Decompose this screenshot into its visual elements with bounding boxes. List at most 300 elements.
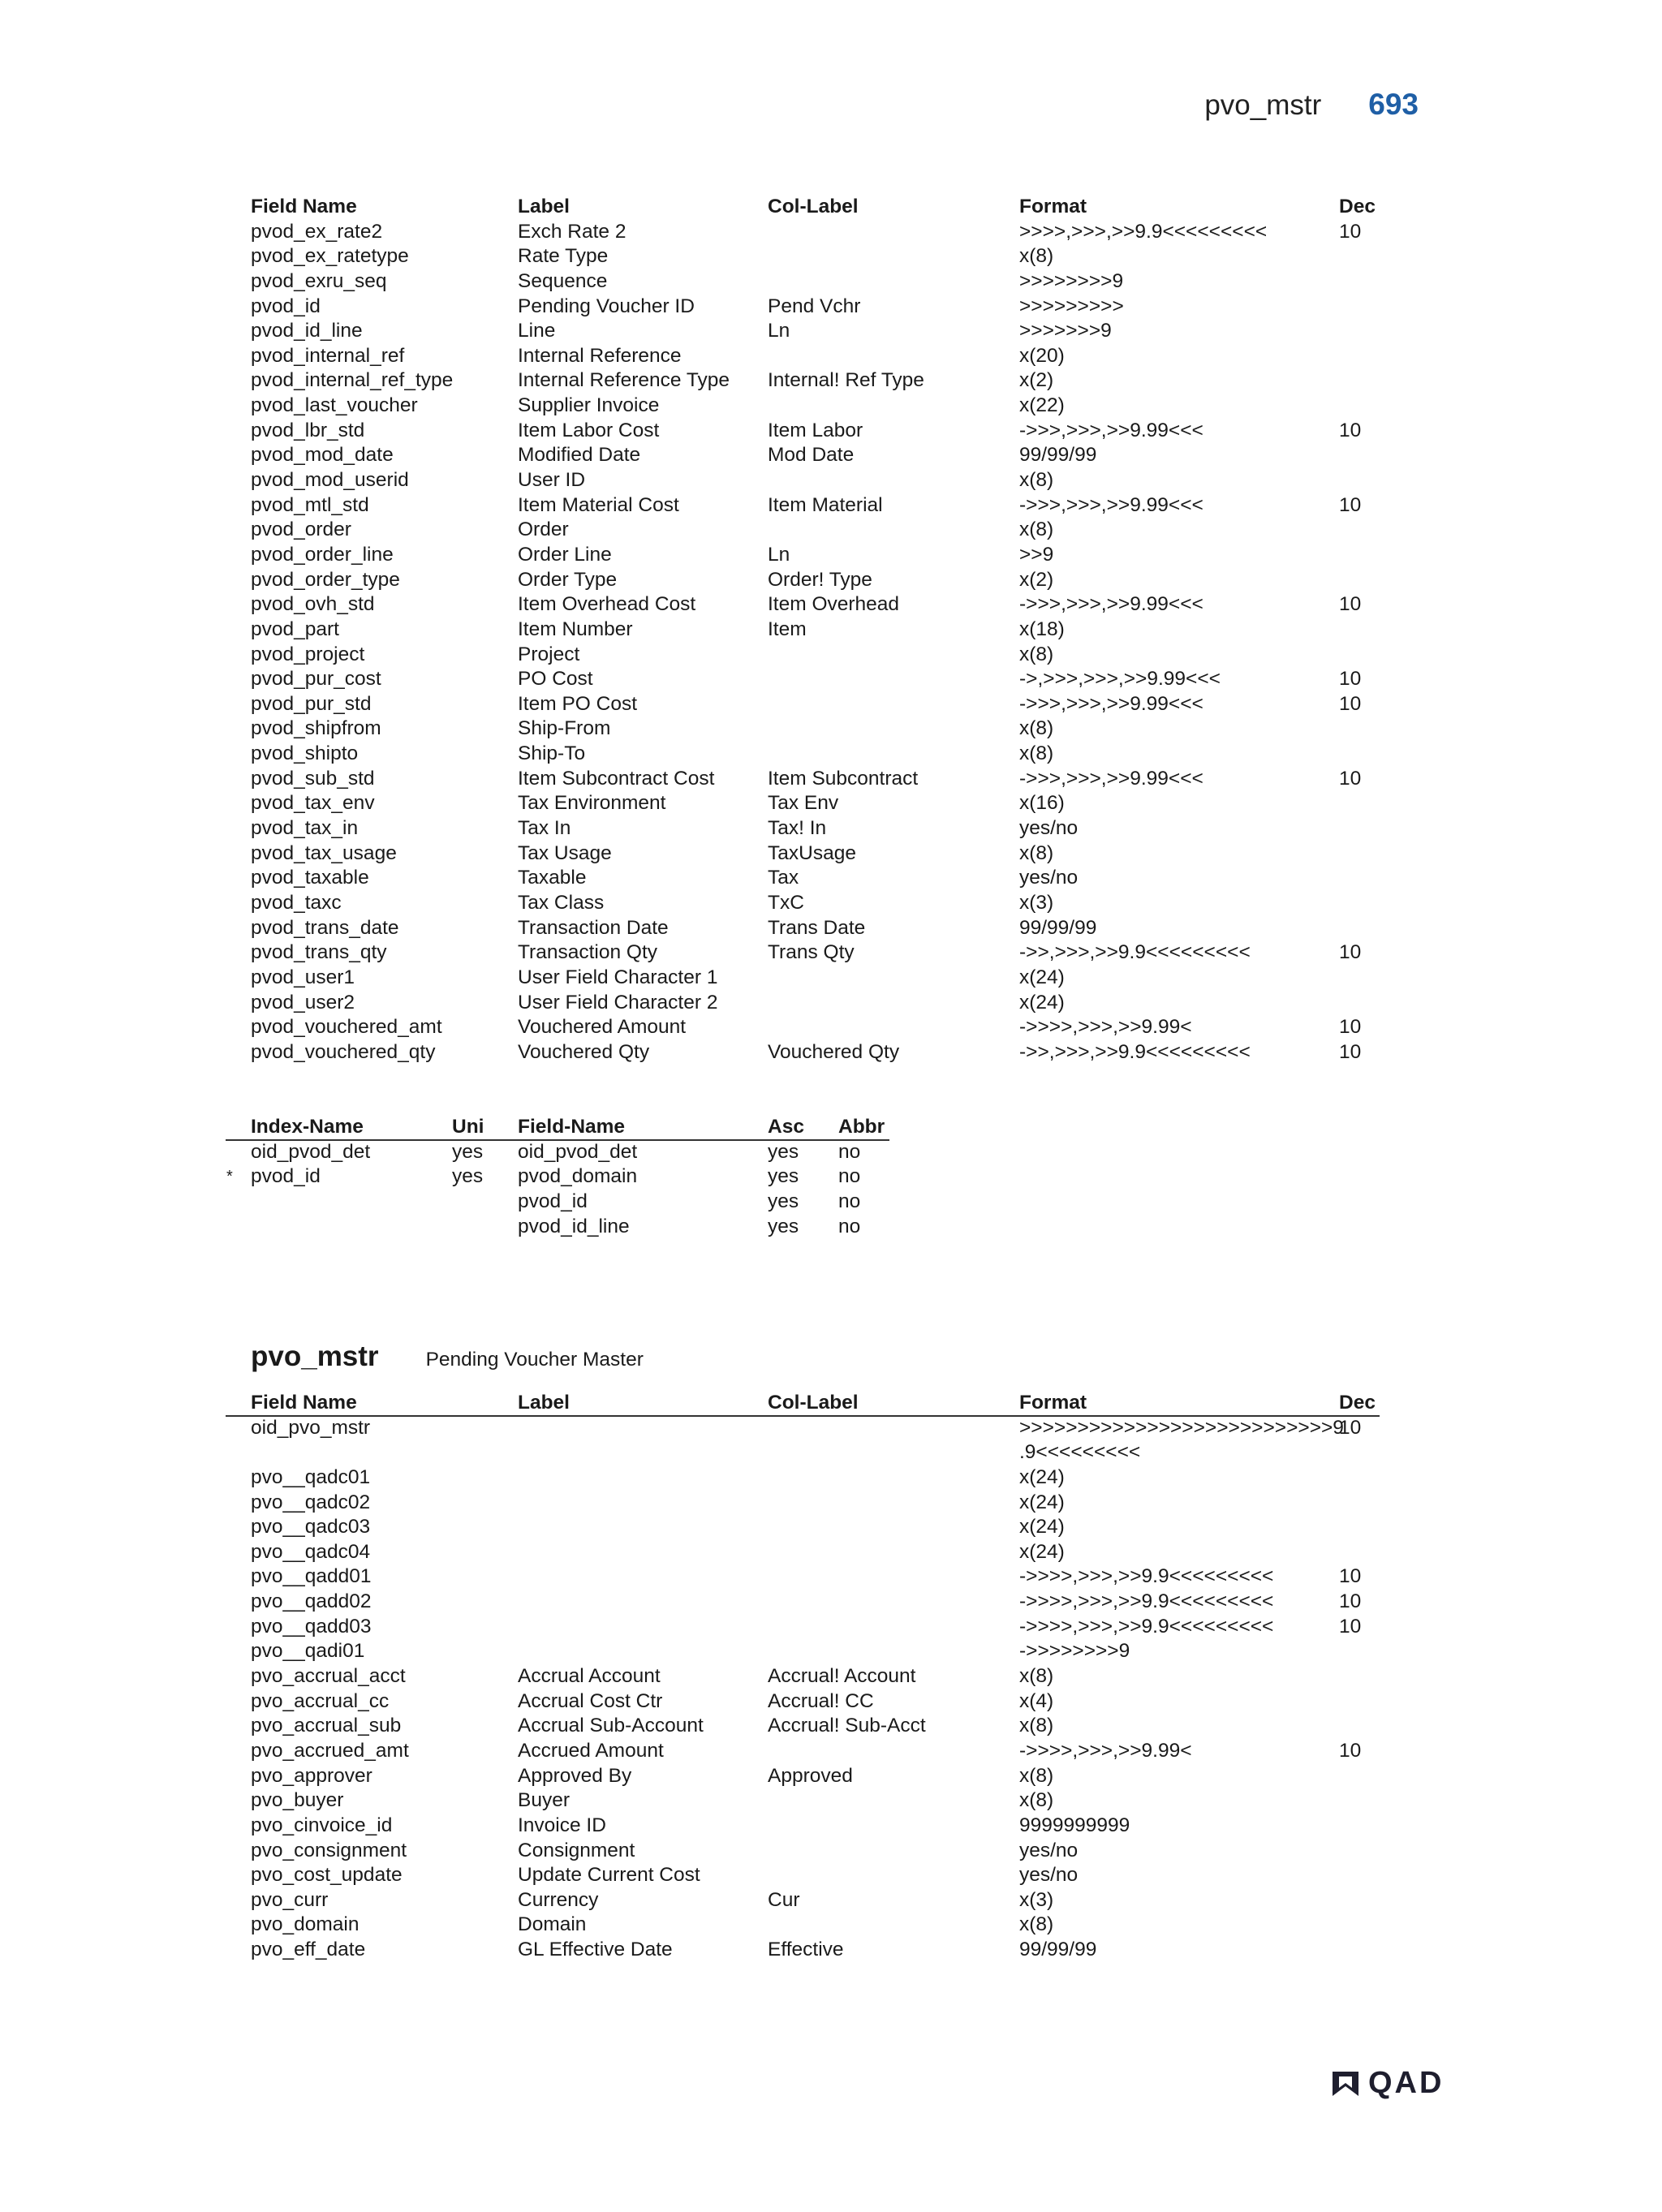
qad-logo-icon xyxy=(1329,2068,1362,2099)
header-col-label: Col-Label xyxy=(768,1392,859,1414)
index-name-cell: oid_pvod_det xyxy=(251,1140,371,1163)
abbr-cell: no xyxy=(838,1165,861,1188)
label-cell: Ship-From xyxy=(518,717,611,740)
field-name-cell: pvod_internal_ref xyxy=(251,344,405,367)
format-cell: ->>,>>>,>>9.9<<<<<<<<< xyxy=(1019,1040,1251,1063)
format-cell: ->>>>,>>>,>>9.99< xyxy=(1019,1739,1192,1762)
running-title: pvo_mstr xyxy=(1204,89,1322,121)
label-cell: Modified Date xyxy=(518,444,641,467)
label-cell: Vouchered Amount xyxy=(518,1016,687,1039)
header-field-name: Field Name xyxy=(251,196,357,217)
field-name-cell: pvo_consignment xyxy=(251,1839,407,1861)
label-cell: Tax Environment xyxy=(518,792,666,815)
format-cell: ->>>>,>>>,>>9.9<<<<<<<<< xyxy=(1019,1590,1274,1613)
format-cell: x(8) xyxy=(1019,1715,1054,1737)
col-label-cell: Vouchered Qty xyxy=(768,1040,900,1063)
format-cell: x(24) xyxy=(1019,1465,1065,1488)
format-cell: yes/no xyxy=(1019,817,1079,840)
field-name-cell: pvo__qadc04 xyxy=(251,1540,371,1563)
label-cell: Consignment xyxy=(518,1839,635,1861)
dec-cell: 10 xyxy=(1339,1590,1362,1613)
label-cell: Order Type xyxy=(518,568,618,591)
table-row xyxy=(0,916,1662,941)
label-cell: User Field Character 2 xyxy=(518,991,718,1013)
format-cell: x(24) xyxy=(1019,1491,1065,1513)
format-cell: ->>>,>>>,>>9.99<<< xyxy=(1019,593,1203,616)
table-row xyxy=(0,1913,1662,1938)
page-number: 693 xyxy=(1368,88,1419,121)
label-cell: Approved By xyxy=(518,1764,632,1787)
col-label-cell: Tax! In xyxy=(768,817,827,840)
format-cell: x(8) xyxy=(1019,519,1054,541)
format-cell: x(2) xyxy=(1019,369,1054,392)
table-row xyxy=(0,1714,1662,1739)
table-row xyxy=(0,1540,1662,1565)
header-label: Label xyxy=(518,196,570,217)
asc-cell: yes xyxy=(768,1165,799,1188)
label-cell: Transaction Qty xyxy=(518,941,658,964)
label-cell: Tax Usage xyxy=(518,841,612,864)
format-cell: ->,>>>,>>>,>>9.99<<< xyxy=(1019,668,1221,691)
col-label-cell: Item Overhead xyxy=(768,593,900,616)
index-row xyxy=(0,1140,1662,1165)
format-cell: ->>>,>>>,>>9.99<<< xyxy=(1019,419,1203,441)
format-cell: ->>>,>>>,>>9.99<<< xyxy=(1019,493,1203,516)
field-name-cell: pvod_id_line xyxy=(518,1215,630,1237)
format-cell: ->>>>,>>>,>>9.9<<<<<<<<< xyxy=(1019,1565,1274,1588)
header-field-name: Field Name xyxy=(251,1392,357,1414)
field-name-cell: pvo__qadd01 xyxy=(251,1565,372,1588)
label-cell: Internal Reference Type xyxy=(518,369,730,392)
format-cell: >>>>>>>>>>>>>>>>>>>>>>>>>>>9 xyxy=(1019,1416,1344,1439)
field-name-cell: pvod_pur_std xyxy=(251,692,372,715)
format-cell: x(20) xyxy=(1019,344,1065,367)
label-cell: Exch Rate 2 xyxy=(518,220,626,243)
label-cell: Tax In xyxy=(518,817,571,840)
col-label-cell: Tax xyxy=(768,867,799,889)
col-label-cell: Cur xyxy=(768,1888,800,1911)
table-row xyxy=(0,841,1662,867)
dec-cell: 10 xyxy=(1339,419,1362,441)
label-cell: Accrued Amount xyxy=(518,1739,664,1762)
table-row xyxy=(0,1839,1662,1864)
header-asc: Asc xyxy=(768,1116,804,1138)
label-cell: Ship-To xyxy=(518,742,586,765)
format-cell: yes/no xyxy=(1019,1839,1079,1861)
table-row xyxy=(0,891,1662,916)
format-cell: ->>>>,>>>,>>9.99< xyxy=(1019,1016,1192,1039)
field-name-cell: pvod_domain xyxy=(518,1165,638,1188)
table-row xyxy=(0,618,1662,643)
label-cell: Item Number xyxy=(518,618,633,640)
label-cell: Domain xyxy=(518,1913,587,1936)
header-label: Label xyxy=(518,1392,570,1414)
label-cell: Supplier Invoice xyxy=(518,394,660,417)
field-name-cell: pvo_domain xyxy=(251,1913,360,1936)
header-index-name: Index-Name xyxy=(251,1116,364,1138)
dec-cell: 10 xyxy=(1339,1565,1362,1588)
field-name-cell: pvod_part xyxy=(251,618,339,640)
format-cell: x(8) xyxy=(1019,1764,1054,1787)
table-row xyxy=(0,394,1662,419)
table-row xyxy=(0,742,1662,767)
field-name-cell: pvod_trans_date xyxy=(251,916,399,939)
format-cell: x(24) xyxy=(1019,966,1065,988)
label-cell: Accrual Sub-Account xyxy=(518,1715,704,1737)
field-name-cell: pvo_accrual_sub xyxy=(251,1715,402,1737)
label-cell: Item PO Cost xyxy=(518,692,638,715)
format-cell: x(16) xyxy=(1019,792,1065,815)
table-row xyxy=(0,643,1662,668)
field-name-cell: pvo__qadd02 xyxy=(251,1590,372,1613)
table-row xyxy=(0,866,1662,891)
format-cell: ->>>,>>>,>>9.99<<< xyxy=(1019,692,1203,715)
dec-cell: 10 xyxy=(1339,941,1362,964)
header-field-name: Field-Name xyxy=(518,1116,626,1138)
table-row xyxy=(0,1416,1662,1441)
dec-cell: 10 xyxy=(1339,1016,1362,1039)
field-name-cell: pvod_id xyxy=(251,295,321,317)
field-name-cell: pvod_ex_ratetype xyxy=(251,245,409,268)
format-cell: x(8) xyxy=(1019,742,1054,765)
table-row xyxy=(0,543,1662,568)
col-label-cell: Item Labor xyxy=(768,419,863,441)
format-cell: x(3) xyxy=(1019,1888,1054,1911)
table-row xyxy=(0,1788,1662,1814)
header-abbr: Abbr xyxy=(838,1116,885,1138)
format-cell: ->>,>>>,>>9.9<<<<<<<<< xyxy=(1019,941,1251,964)
dec-cell: 10 xyxy=(1339,668,1362,691)
table-row xyxy=(0,368,1662,394)
format-cell: x(24) xyxy=(1019,1540,1065,1563)
table-row xyxy=(0,991,1662,1016)
table-row xyxy=(0,1639,1662,1664)
format-cell: yes/no xyxy=(1019,867,1079,889)
format-cell: x(8) xyxy=(1019,245,1054,268)
label-cell: Order Line xyxy=(518,543,612,566)
col-label-cell: Trans Date xyxy=(768,916,866,939)
label-cell: Line xyxy=(518,320,556,342)
dec-cell: 10 xyxy=(1339,1739,1362,1762)
format-cell: yes/no xyxy=(1019,1864,1079,1887)
col-label-cell: Tax Env xyxy=(768,792,839,815)
format-cell: ->>>>>>>>9 xyxy=(1019,1640,1130,1663)
label-cell: Order xyxy=(518,519,569,541)
format-cell: x(8) xyxy=(1019,841,1054,864)
field-name-cell: pvod_order_line xyxy=(251,543,394,566)
field-name-cell: pvod_internal_ref_type xyxy=(251,369,454,392)
field-name-cell: pvo__qadc02 xyxy=(251,1491,371,1513)
col-label-cell: Item Material xyxy=(768,493,883,516)
field-name-cell: pvod_user1 xyxy=(251,966,355,988)
format-cell: 9999999999 xyxy=(1019,1814,1130,1836)
label-cell: Sequence xyxy=(518,269,608,292)
field-name-cell: pvod_shipfrom xyxy=(251,717,381,740)
asc-cell: yes xyxy=(768,1215,799,1237)
table-row xyxy=(0,295,1662,320)
pvod-fields-table xyxy=(0,195,1662,1065)
table-header-row xyxy=(0,1391,1662,1416)
field-name-cell: pvod_ex_rate2 xyxy=(251,220,383,243)
col-label-cell: Mod Date xyxy=(768,444,855,467)
table-row xyxy=(0,767,1662,792)
table-body xyxy=(0,220,1662,1065)
format-cell: x(8) xyxy=(1019,469,1054,492)
field-name-cell: pvod_tax_in xyxy=(251,817,359,840)
col-label-cell: Accrual! Account xyxy=(768,1665,916,1688)
field-name-cell: pvo_accrual_cc xyxy=(251,1689,390,1712)
table-row xyxy=(0,1615,1662,1640)
abbr-cell: no xyxy=(838,1215,861,1237)
table-row xyxy=(0,1689,1662,1715)
col-label-cell: Accrual! Sub-Acct xyxy=(768,1715,926,1737)
table-row xyxy=(0,1465,1662,1491)
field-name-cell: pvod_id_line xyxy=(251,320,363,342)
dec-cell: 10 xyxy=(1339,593,1362,616)
col-label-cell: Accrual! CC xyxy=(768,1689,874,1712)
table-row xyxy=(0,1015,1662,1040)
logo-text: QAD xyxy=(1368,2066,1445,2100)
field-name-cell: pvo_eff_date xyxy=(251,1939,366,1961)
uni-cell: yes xyxy=(452,1165,484,1188)
format-cell: x(2) xyxy=(1019,568,1054,591)
field-name-cell: pvod_taxable xyxy=(251,867,369,889)
format-cell: x(8) xyxy=(1019,717,1054,740)
field-name-cell: pvo__qadd03 xyxy=(251,1615,372,1637)
field-name-cell: pvod_exru_seq xyxy=(251,269,387,292)
format-cell: ->>>,>>>,>>9.99<<< xyxy=(1019,767,1203,790)
col-label-cell: Pend Vchr xyxy=(768,295,861,317)
index-header-row xyxy=(0,1115,893,1140)
col-label-cell: Approved xyxy=(768,1764,853,1787)
dec-cell: 10 xyxy=(1339,220,1362,243)
field-name-cell: pvo__qadc01 xyxy=(251,1465,371,1488)
asc-cell: yes xyxy=(768,1140,799,1163)
field-name-cell: pvod_sub_std xyxy=(251,767,375,790)
col-label-cell: Effective xyxy=(768,1939,844,1961)
col-label-cell: Ln xyxy=(768,320,790,342)
label-cell: Transaction Date xyxy=(518,916,669,939)
field-name-cell: pvo__qadi01 xyxy=(251,1640,365,1663)
col-label-cell: Item xyxy=(768,618,807,640)
format-cell: 99/99/99 xyxy=(1019,444,1097,467)
field-name-cell: pvo_curr xyxy=(251,1888,329,1911)
table-header-row xyxy=(0,195,1662,220)
table-row xyxy=(0,1764,1662,1789)
table-row xyxy=(0,468,1662,493)
header-col-label: Col-Label xyxy=(768,196,859,217)
header-uni: Uni xyxy=(452,1116,484,1138)
label-cell: Accrual Cost Ctr xyxy=(518,1689,663,1712)
table-row xyxy=(0,518,1662,543)
table-row xyxy=(0,1564,1662,1590)
field-name-cell: oid_pvod_det xyxy=(518,1140,638,1163)
table-row xyxy=(0,692,1662,717)
table-body xyxy=(0,1416,1662,1963)
table-row xyxy=(0,1590,1662,1615)
header-format: Format xyxy=(1019,1392,1087,1414)
label-cell: Item Subcontract Cost xyxy=(518,767,715,790)
field-name-cell: pvo_accrual_acct xyxy=(251,1665,406,1688)
col-label-cell: Internal! Ref Type xyxy=(768,369,924,392)
format-cell-continuation: .9<<<<<<<<< xyxy=(1019,1441,1141,1464)
dec-cell: 10 xyxy=(1339,1040,1362,1063)
table-row xyxy=(0,419,1662,444)
col-label-cell: Item Subcontract xyxy=(768,767,919,790)
label-cell: GL Effective Date xyxy=(518,1939,673,1961)
table-row xyxy=(0,493,1662,519)
dec-cell: 10 xyxy=(1339,692,1362,715)
format-cell: x(8) xyxy=(1019,1789,1054,1812)
field-name-cell: pvod_mtl_std xyxy=(251,493,369,516)
table-row xyxy=(0,244,1662,269)
format-cell: 99/99/99 xyxy=(1019,1939,1097,1961)
table-row xyxy=(0,269,1662,295)
format-cell: 99/99/99 xyxy=(1019,916,1097,939)
pvo-mstr-fields-table xyxy=(0,1391,1662,1963)
label-cell: Currency xyxy=(518,1888,599,1911)
dec-cell: 10 xyxy=(1339,493,1362,516)
index-row xyxy=(0,1190,1662,1215)
format-cell: x(24) xyxy=(1019,1516,1065,1539)
dec-cell: 10 xyxy=(1339,1416,1362,1439)
table-row xyxy=(0,1664,1662,1689)
table-row xyxy=(0,966,1662,991)
field-name-cell: pvo_cost_update xyxy=(251,1864,403,1887)
label-cell: User ID xyxy=(518,469,586,492)
col-label-cell: TxC xyxy=(768,891,804,914)
header-format: Format xyxy=(1019,196,1087,217)
table-row xyxy=(0,1938,1662,1963)
field-name-cell: pvo_buyer xyxy=(251,1789,344,1812)
abbr-cell: no xyxy=(838,1140,861,1163)
field-name-cell: pvod_mod_date xyxy=(251,444,394,467)
field-name-cell: pvod_order xyxy=(251,519,351,541)
asc-cell: yes xyxy=(768,1190,799,1212)
field-name-cell: pvo_cinvoice_id xyxy=(251,1814,393,1836)
table-row xyxy=(0,443,1662,468)
field-name-cell: pvod_user2 xyxy=(251,991,355,1013)
uni-cell: yes xyxy=(452,1140,484,1163)
table-title: pvo_mstr xyxy=(251,1341,379,1372)
label-cell: Internal Reference xyxy=(518,344,682,367)
table-description: Pending Voucher Master xyxy=(425,1349,644,1371)
table-row xyxy=(0,667,1662,692)
label-cell: Pending Voucher ID xyxy=(518,295,695,317)
field-name-cell: pvod_lbr_std xyxy=(251,419,365,441)
table-row xyxy=(0,1863,1662,1888)
table-row-continuation xyxy=(0,1440,1662,1465)
index-row xyxy=(0,1215,1662,1240)
pvod-index-table xyxy=(0,1115,1662,1239)
label-cell: Update Current Cost xyxy=(518,1864,700,1887)
label-cell: Tax Class xyxy=(518,891,605,914)
table-row xyxy=(0,1888,1662,1913)
table-row xyxy=(0,717,1662,742)
table-row xyxy=(0,568,1662,593)
field-name-cell: pvod_mod_userid xyxy=(251,469,409,492)
qad-logo xyxy=(1329,2066,1444,2101)
header-dec: Dec xyxy=(1339,196,1376,217)
table-row xyxy=(0,592,1662,618)
label-cell: PO Cost xyxy=(518,668,593,691)
col-label-cell: Trans Qty xyxy=(768,941,855,964)
dec-cell: 10 xyxy=(1339,1615,1362,1637)
format-cell: ->>>>,>>>,>>9.9<<<<<<<<< xyxy=(1019,1615,1274,1637)
table-row xyxy=(0,1814,1662,1839)
col-label-cell: Order! Type xyxy=(768,568,872,591)
dec-cell: 10 xyxy=(1339,767,1362,790)
format-cell: >>9 xyxy=(1019,543,1054,566)
format-cell: x(8) xyxy=(1019,1913,1054,1936)
format-cell: >>>>,>>>,>>9.9<<<<<<<<< xyxy=(1019,220,1268,243)
table-row xyxy=(0,344,1662,369)
field-name-cell: pvod_project xyxy=(251,643,365,665)
header-dec: Dec xyxy=(1339,1392,1376,1414)
format-cell: x(22) xyxy=(1019,394,1065,417)
page-header xyxy=(1204,88,1419,128)
format-cell: >>>>>>>>> xyxy=(1019,295,1124,317)
label-cell: Buyer xyxy=(518,1789,571,1812)
format-cell: >>>>>>>>9 xyxy=(1019,269,1124,292)
field-name-cell: pvo__qadc03 xyxy=(251,1516,371,1539)
field-name-cell: pvod_tax_usage xyxy=(251,841,397,864)
col-label-cell: Ln xyxy=(768,543,790,566)
table-row xyxy=(0,220,1662,245)
label-cell: Accrual Account xyxy=(518,1665,661,1688)
field-name-cell: pvod_id xyxy=(518,1190,588,1212)
field-name-cell: oid_pvo_mstr xyxy=(251,1416,371,1439)
format-cell: x(8) xyxy=(1019,643,1054,665)
table-row xyxy=(0,1491,1662,1516)
table-row xyxy=(0,816,1662,841)
label-cell: Item Overhead Cost xyxy=(518,593,696,616)
format-cell: x(18) xyxy=(1019,618,1065,640)
field-name-cell: pvo_approver xyxy=(251,1764,372,1787)
field-name-cell: pvod_trans_qty xyxy=(251,941,387,964)
index-body xyxy=(0,1140,1662,1240)
primary-index-marker: * xyxy=(226,1168,233,1186)
field-name-cell: pvod_vouchered_qty xyxy=(251,1040,436,1063)
field-name-cell: pvod_taxc xyxy=(251,891,342,914)
field-name-cell: pvod_ovh_std xyxy=(251,593,375,616)
format-cell: x(24) xyxy=(1019,991,1065,1013)
label-cell: Item Material Cost xyxy=(518,493,679,516)
field-name-cell: pvod_last_voucher xyxy=(251,394,418,417)
index-name-cell: pvod_id xyxy=(251,1165,321,1188)
label-cell: Project xyxy=(518,643,580,665)
format-cell: >>>>>>>9 xyxy=(1019,320,1112,342)
field-name-cell: pvod_shipto xyxy=(251,742,359,765)
table-row xyxy=(0,1040,1662,1065)
field-name-cell: pvod_order_type xyxy=(251,568,400,591)
format-cell: x(8) xyxy=(1019,1665,1054,1688)
table-row xyxy=(0,319,1662,344)
table-row xyxy=(0,1515,1662,1540)
index-row xyxy=(0,1164,1662,1190)
label-cell: Item Labor Cost xyxy=(518,419,660,441)
label-cell: Taxable xyxy=(518,867,587,889)
label-cell: Rate Type xyxy=(518,245,609,268)
field-name-cell: pvod_pur_cost xyxy=(251,668,381,691)
table-row xyxy=(0,1739,1662,1764)
format-cell: x(3) xyxy=(1019,891,1054,914)
table-title-row xyxy=(251,1341,644,1379)
field-name-cell: pvo_accrued_amt xyxy=(251,1739,409,1762)
format-cell: x(4) xyxy=(1019,1689,1054,1712)
label-cell: Invoice ID xyxy=(518,1814,606,1836)
table-row xyxy=(0,940,1662,966)
